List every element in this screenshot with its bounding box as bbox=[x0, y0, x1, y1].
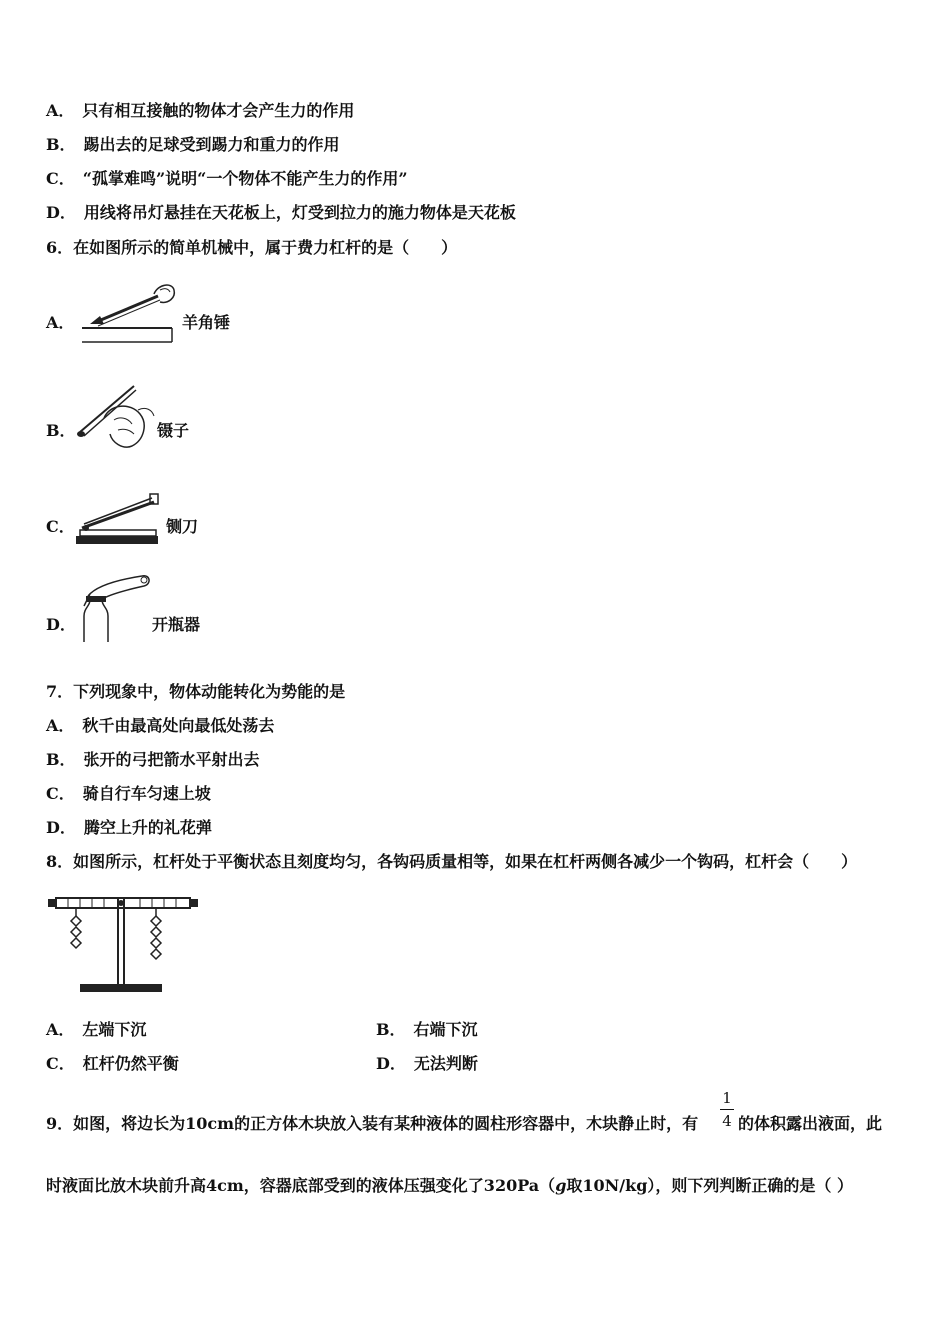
option-text: 无法判断 bbox=[413, 1054, 478, 1073]
option-letter: D． bbox=[46, 203, 76, 222]
fraction-numerator: 1 bbox=[722, 1089, 732, 1107]
q6-option-b bbox=[46, 380, 346, 455]
q7-option-c bbox=[46, 784, 211, 804]
q6-option-a bbox=[46, 280, 346, 350]
option-caption: 开瓶器 bbox=[152, 615, 201, 634]
option-letter: A． bbox=[46, 716, 75, 735]
q8-option-d bbox=[376, 1054, 478, 1074]
option-letter: B． bbox=[46, 135, 76, 154]
q9-line-1 bbox=[46, 1114, 698, 1134]
paper-cutter-illustration bbox=[74, 488, 164, 553]
q9-text-part1: 9．如图，将边长为10cm的正方体木块放入装有某种液体的圆柱形容器中，木块静止时，有 bbox=[46, 1114, 699, 1133]
q8-option-a bbox=[46, 1020, 146, 1040]
q9-text-part2: 的体积露出液面，此 bbox=[738, 1114, 883, 1133]
option-text: 踢出去的足球受到踢力和重力的作用 bbox=[83, 135, 340, 154]
option-letter: C． bbox=[46, 169, 75, 188]
option-text: 骑自行车匀速上坡 bbox=[82, 784, 211, 803]
option-letter: B． bbox=[376, 1020, 406, 1039]
q6-option-c bbox=[46, 488, 346, 553]
q9-line-2 bbox=[46, 1176, 853, 1196]
q5-option-c bbox=[46, 169, 408, 189]
q9-text-line2b: 取10N/kg），则下列判断正确的是（ ） bbox=[566, 1176, 853, 1195]
option-text: 左端下沉 bbox=[82, 1020, 147, 1039]
option-text: 秋千由最高处向最低处荡去 bbox=[82, 716, 275, 735]
option-letter: C． bbox=[46, 517, 75, 536]
q9-text-line2a: 时液面比放木块前升高4cm，容器底部受到的液体压强变化了320Pa（ bbox=[46, 1176, 556, 1195]
q8-option-b bbox=[376, 1020, 478, 1040]
option-text: 右端下沉 bbox=[413, 1020, 478, 1039]
option-letter: D． bbox=[46, 818, 76, 837]
q7-stem: 7．下列现象中，物体动能转化为势能的是 bbox=[46, 682, 346, 701]
option-text: 腾空上升的礼花弹 bbox=[83, 818, 212, 837]
option-letter: B． bbox=[46, 750, 76, 769]
option-text: 张开的弓把箭水平射出去 bbox=[83, 750, 260, 769]
option-text: “孤掌难鸣”说明“一个物体不能产生力的作用” bbox=[82, 169, 408, 188]
q6-option-d bbox=[46, 572, 346, 642]
option-letter: A． bbox=[46, 313, 75, 332]
q7-option-b bbox=[46, 750, 260, 770]
option-caption: 羊角锤 bbox=[182, 313, 231, 332]
option-letter: C． bbox=[46, 784, 75, 803]
q5-option-a bbox=[46, 101, 354, 121]
option-text: 用线将吊灯悬挂在天花板上，灯受到拉力的施力物体是天花板 bbox=[83, 203, 516, 222]
option-text: 只有相互接触的物体才会产生力的作用 bbox=[82, 101, 355, 120]
fraction-denominator: 4 bbox=[722, 1112, 732, 1130]
option-letter: B． bbox=[46, 421, 76, 440]
option-letter: C． bbox=[46, 1054, 75, 1073]
q7-option-a bbox=[46, 716, 274, 736]
lever-balance-illustration bbox=[48, 890, 208, 1000]
q8-stem: 8．如图所示，杠杆处于平衡状态且刻度均匀，各钩码质量相等，如果在杠杆两侧各减少一个钩码，杠杆会（ ） bbox=[46, 852, 858, 871]
tweezers-illustration bbox=[74, 380, 164, 455]
q5-option-d bbox=[46, 203, 516, 223]
q9-line-1-end bbox=[738, 1114, 882, 1134]
option-caption: 铡刀 bbox=[166, 517, 199, 536]
option-letter: A． bbox=[46, 1020, 75, 1039]
q8-option-c bbox=[46, 1054, 179, 1074]
gravity-symbol: g bbox=[555, 1176, 567, 1195]
fraction-one-quarter bbox=[720, 1089, 734, 1130]
option-letter: A． bbox=[46, 101, 75, 120]
option-caption: 镊子 bbox=[157, 421, 190, 440]
q6-stem: 6．在如图所示的简单机械中，属于费力杠杆的是（ ） bbox=[46, 238, 458, 257]
option-letter: D． bbox=[46, 615, 76, 634]
option-letter: D． bbox=[376, 1054, 406, 1073]
option-text: 杠杆仍然平衡 bbox=[82, 1054, 179, 1073]
q7-option-d bbox=[46, 818, 212, 838]
q5-option-b bbox=[46, 135, 340, 155]
